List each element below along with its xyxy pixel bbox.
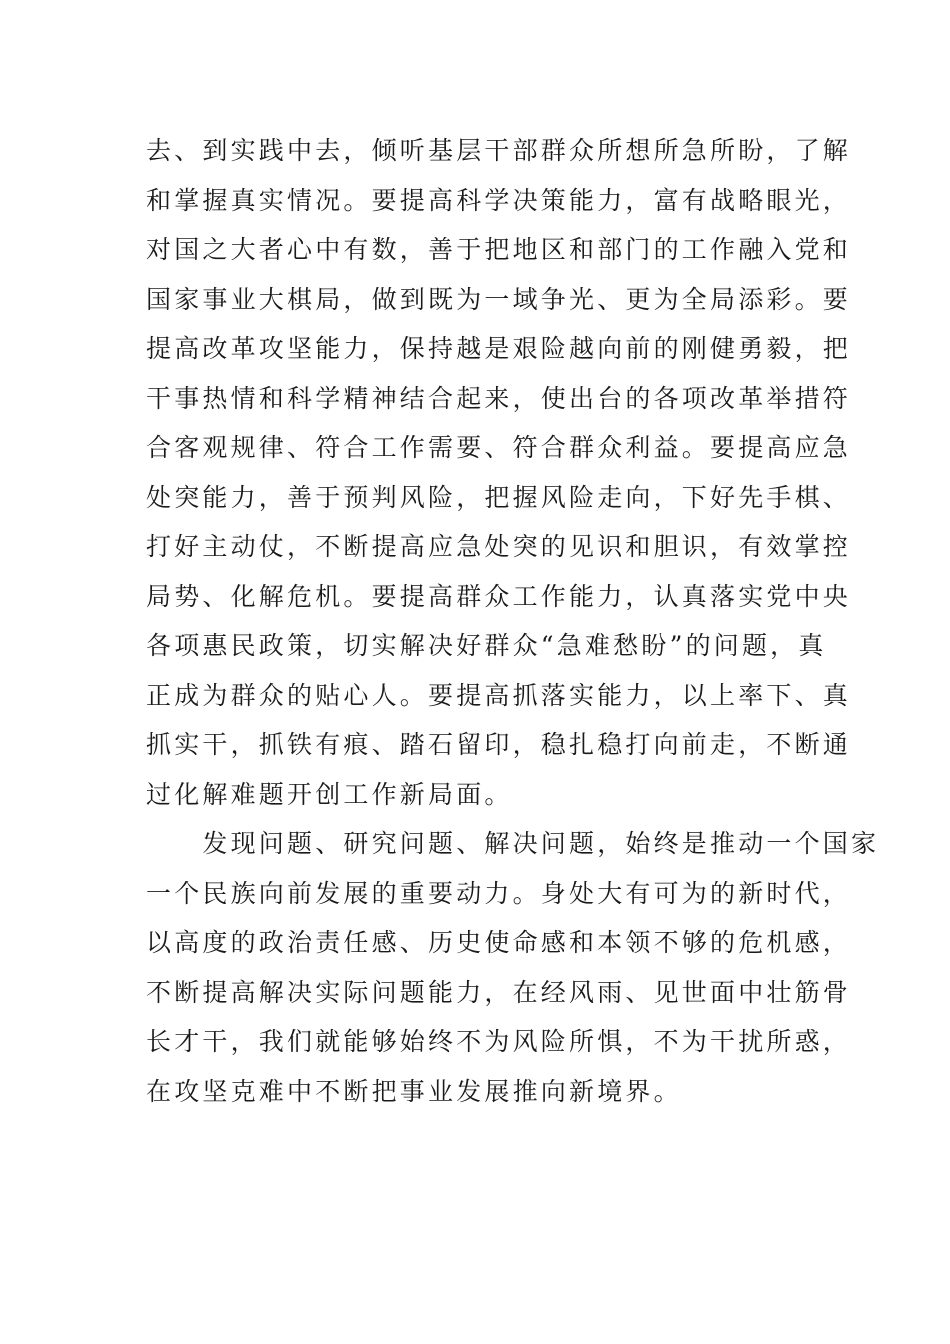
text-line: 不断提高解决实际问题能力，在经风雨、见世面中壮筋骨 [146,977,852,1007]
text-line: 抓实干，抓铁有痕、踏石留印，稳扎稳打向前走，不断通 [146,730,852,759]
text-line: 过化解难题开创工作新局面。 [146,779,513,809]
text-line: 正成为群众的贴心人。要提高抓落实能力，以上率下、真 [146,680,852,710]
text-line: 对国之大者心中有数，善于把地区和部门的工作融入党和 [146,235,852,264]
text-line: 各项惠民政策，切实解决好群众“急难愁盼”的问题，真 [146,631,827,660]
text-line: 合客观规律、符合工作需要、符合群众利益。要提高应急 [146,433,852,462]
text-line: 干事热情和科学精神结合起来，使出台的各项改革举措符 [146,383,852,413]
text-line: 和掌握真实情况。要提高科学决策能力，富有战略眼光， [146,185,852,215]
text-line: 在攻坚克难中不断把事业发展推向新境界。 [146,1076,682,1106]
text-line: 打好主动仗，不断提高应急处突的见识和胆识，有效掌控 [146,532,852,561]
text-line: 处突能力，善于预判风险，把握风险走向，下好先手棋、 [146,482,852,512]
body-text [146,126,880,1116]
text-line: 以高度的政治责任感、历史使命感和本领不够的危机感， [146,928,852,957]
text-line: 长才干，我们就能够始终不为风险所惧，不为干扰所惑， [146,1027,852,1056]
text-line: 提高改革攻坚能力，保持越是艰险越向前的刚健勇毅，把 [146,334,852,363]
text-line: 一个民族向前发展的重要动力。身处大有可为的新时代， [146,878,852,908]
text-line: 去、到实践中去，倾听基层干部群众所想所急所盼，了解 [146,136,852,165]
text-line: 局势、化解危机。要提高群众工作能力，认真落实党中央 [146,581,852,611]
text-line: 国家事业大棋局，做到既为一域争光、更为全局添彩。要 [146,284,852,314]
text-line: 发现问题、研究问题、解决问题，始终是推动一个国家 [146,829,880,858]
